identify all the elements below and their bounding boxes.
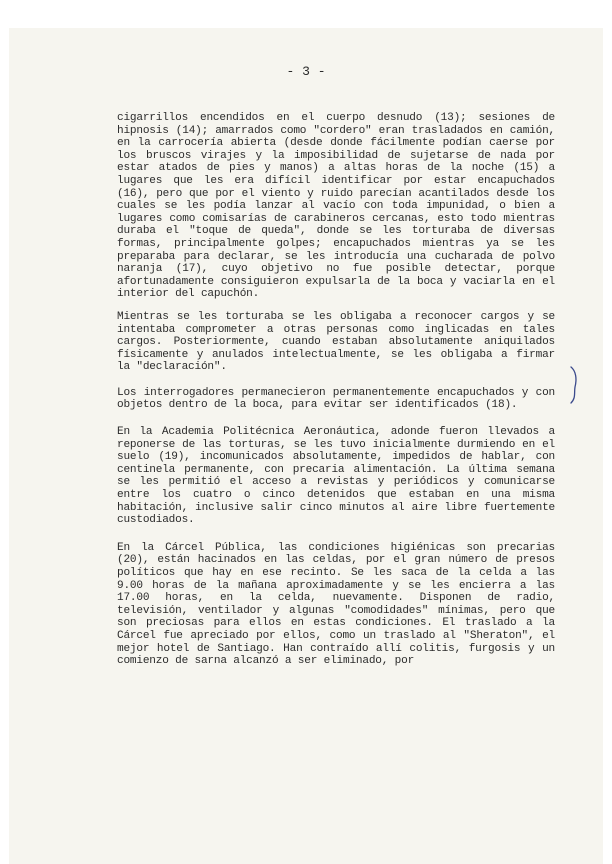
page-number: - 3 - — [286, 64, 326, 79]
paragraph-public-jail: En la Cárcel Pública, las condiciones higiénicas son precarias (20), están hacinados en las celdas, por el gran número de presos políticos que hay en ese recinto. Se les saca de la celda a las 9.00 horas de la mañana aproximadamente y se les encierra a las 17.00 horas, en la celda, nuevamente. Disponen de radio, televisión, ventilador y algunas "comodidades" mínimas, pero que son preciosas para ellos en estas condiciones. El traslado a la Cárcel fue apreciado por ellos, como un traslado al "Sheraton", el mejor hotel de Santiago. Han contraído allí colitis, furgosis y un comienzo de sarna alcanzó a ser eliminado, por — [117, 541, 555, 668]
paragraph-torture-methods: cigarrillos encendidos en el cuerpo desnudo (13); sesiones de hipnosis (14); amarrados como "cordero" eran trasladados en camión, en la carrocería abierta (desde donde fácilmente podían caerse por los bruscos virajes y la imposibilidad de sujetarse de nada por estar atados de pies y manos) a altas horas de la noche (15) a lugares que les era difícil identificar por estar encapuchados (16), pero que por el viento y ruido parecían acantilados desde los cuales se les podía lanzar al vacío con toda impunidad, o bien a lugares como comisarías de carabineros cercanas, esto todo mientras duraba el "toque de queda", donde se les torturaba de diversas formas, principalmente golpes; encapuchados mientras ya se les preparaba para declarar, se les introducía una cucharada de polvo naranja (17), cuyo objetivo no fue posible detectar, porque afortunadamente consiguieron expulsarla de la boca y vaciarla en el interior del capuchón. — [117, 112, 555, 301]
document-body — [117, 112, 555, 681]
paragraph-forced-declaration: Mientras se les torturaba se les obligaba a reconocer cargos y se intentaba comprometer a otras personas como inglicadas en tales cargos. Posteriormente, cuando estaban absolutamente aniquilados físicamente y anulados intelectualmente, se les obligaba a firmar la "declaración". — [117, 310, 555, 374]
paragraph-aeronautic-academy: En la Academia Politécnica Aeronáutica, adonde fueron llevados a reponerse de las torturas, se les tuvo inicialmente durmiendo en el suelo (19), incomunicados absolutamente, impedidos de hablar, con centinela permanente, con precaria alimentación. La última semana se les permitió el acceso a revistas y periódicos y comunicarse entre los cuatro o cinco detenidos que estaban en una misma habitación, inclusive salir cinco minutos al aire libre fuertemente custodiados. — [117, 426, 555, 527]
paragraph-interrogators: Los interrogadores permanecieron permanentemente encapuchados y con objetos dentro de la boca, para evitar ser identificados (18). — [117, 386, 555, 412]
pen-bracket-mark-icon — [568, 365, 582, 405]
